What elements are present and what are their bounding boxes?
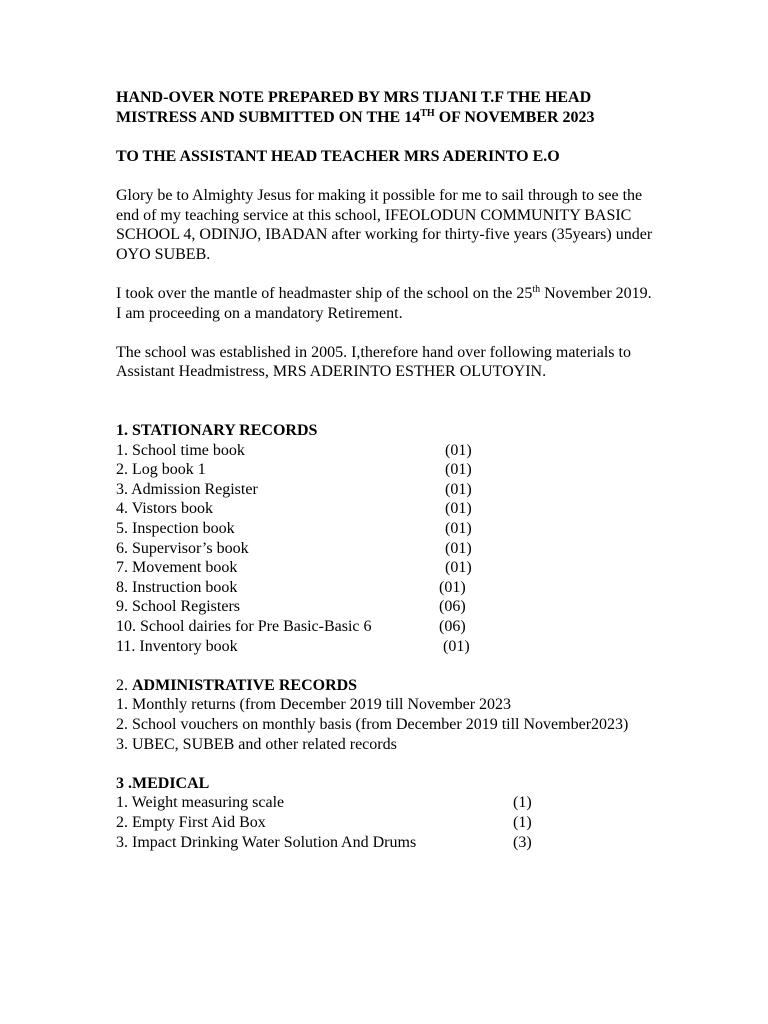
item-label: 1. Weight measuring scale: [116, 794, 285, 812]
heading-superscript: TH: [420, 107, 435, 119]
list-item: [116, 617, 656, 637]
list-item: [116, 793, 656, 813]
list-item: [116, 480, 656, 500]
intro-paragraph: Glory be to Almighty Jesus for making it possible for me to sail through to see the end of my teaching service at this school, IFEOLODUN COMMUNITY BASIC SCHOOL 4, ODINJO, IBADAN after working for thirty-five years (35years) under OYO SUBEB.: [116, 186, 653, 263]
list-item: [116, 499, 656, 519]
item-label: 9. School Registers: [116, 598, 240, 616]
admin-item: 3. UBEC, SUBEB and other related records: [116, 735, 397, 753]
recipient-line: TO THE ASSISTANT HEAD TEACHER MRS ADERINTO E.O: [116, 147, 560, 165]
item-label: 3. Admission Register: [116, 480, 258, 498]
list-item: [116, 441, 656, 461]
takeover-paragraph: I took over the mantle of headmaster ship of the school on the 25th November 2019. I am proceeding on a mandatory Retirement.: [116, 283, 652, 322]
item-quantity: (01): [445, 520, 472, 538]
stationary-records-heading: 1. STATIONARY RECORDS: [116, 422, 318, 440]
list-item: [116, 460, 656, 480]
item-quantity: (01): [439, 578, 466, 596]
list-item: [116, 558, 656, 578]
item-label: 11. Inventory book: [116, 637, 238, 655]
item-quantity: (01): [445, 500, 472, 518]
list-item: [116, 813, 656, 833]
heading-text-end: OF NOVEMBER 2023: [434, 108, 595, 126]
item-label: 4. Vistors book: [116, 500, 213, 518]
item-quantity: (01): [445, 480, 472, 498]
list-item: [116, 597, 656, 617]
item-quantity: (06): [439, 618, 466, 636]
item-label: 7. Movement book: [116, 559, 238, 577]
medical-heading: 3 .MEDICAL: [116, 774, 210, 792]
list-item: [116, 519, 656, 539]
item-label: 8. Instruction book: [116, 578, 238, 596]
item-label: 6. Supervisor’s book: [116, 539, 249, 557]
document-page: [116, 88, 656, 852]
list-item: [116, 578, 656, 598]
item-quantity: (01): [445, 559, 472, 577]
list-item: [116, 637, 656, 657]
administrative-records-heading: 2. ADMINISTRATIVE RECORDS: [116, 676, 358, 694]
item-label: 10. School dairies for Pre Basic-Basic 6: [116, 618, 372, 636]
item-label: 2. Empty First Aid Box: [116, 813, 266, 831]
item-quantity: (1): [513, 813, 532, 831]
admin-item: 1. Monthly returns (from December 2019 till November 2023: [116, 696, 512, 714]
item-quantity: (01): [445, 539, 472, 557]
item-quantity: (1): [513, 794, 532, 812]
medical-list: [116, 793, 656, 852]
item-quantity: (01): [443, 637, 470, 655]
list-item: [116, 539, 656, 559]
item-quantity: (3): [513, 833, 532, 851]
stationary-records-list: [116, 441, 656, 657]
handover-paragraph: The school was established in 2005. I,therefore hand over following materials to Assistant Headmistress, MRS ADERINTO ESTHER OLUTOYIN.: [116, 343, 631, 381]
item-quantity: (01): [445, 461, 472, 479]
admin-item: 2. School vouchers on monthly basis (from December 2019 till November2023): [116, 716, 629, 733]
item-label: 2. Log book 1: [116, 461, 206, 479]
item-quantity: (01): [445, 441, 472, 459]
list-item: [116, 833, 656, 853]
item-label: 5. Inspection book: [116, 520, 235, 538]
heading-text: HAND-OVER NOTE PREPARED BY MRS TIJANI T.F THE HEAD MISTRESS AND SUBMITTED ON THE 14: [116, 89, 592, 126]
item-label: 3. Impact Drinking Water Solution And Drums: [116, 833, 417, 851]
document-heading: [116, 88, 656, 127]
item-quantity: (06): [439, 598, 466, 616]
item-label: 1. School time book: [116, 441, 245, 459]
